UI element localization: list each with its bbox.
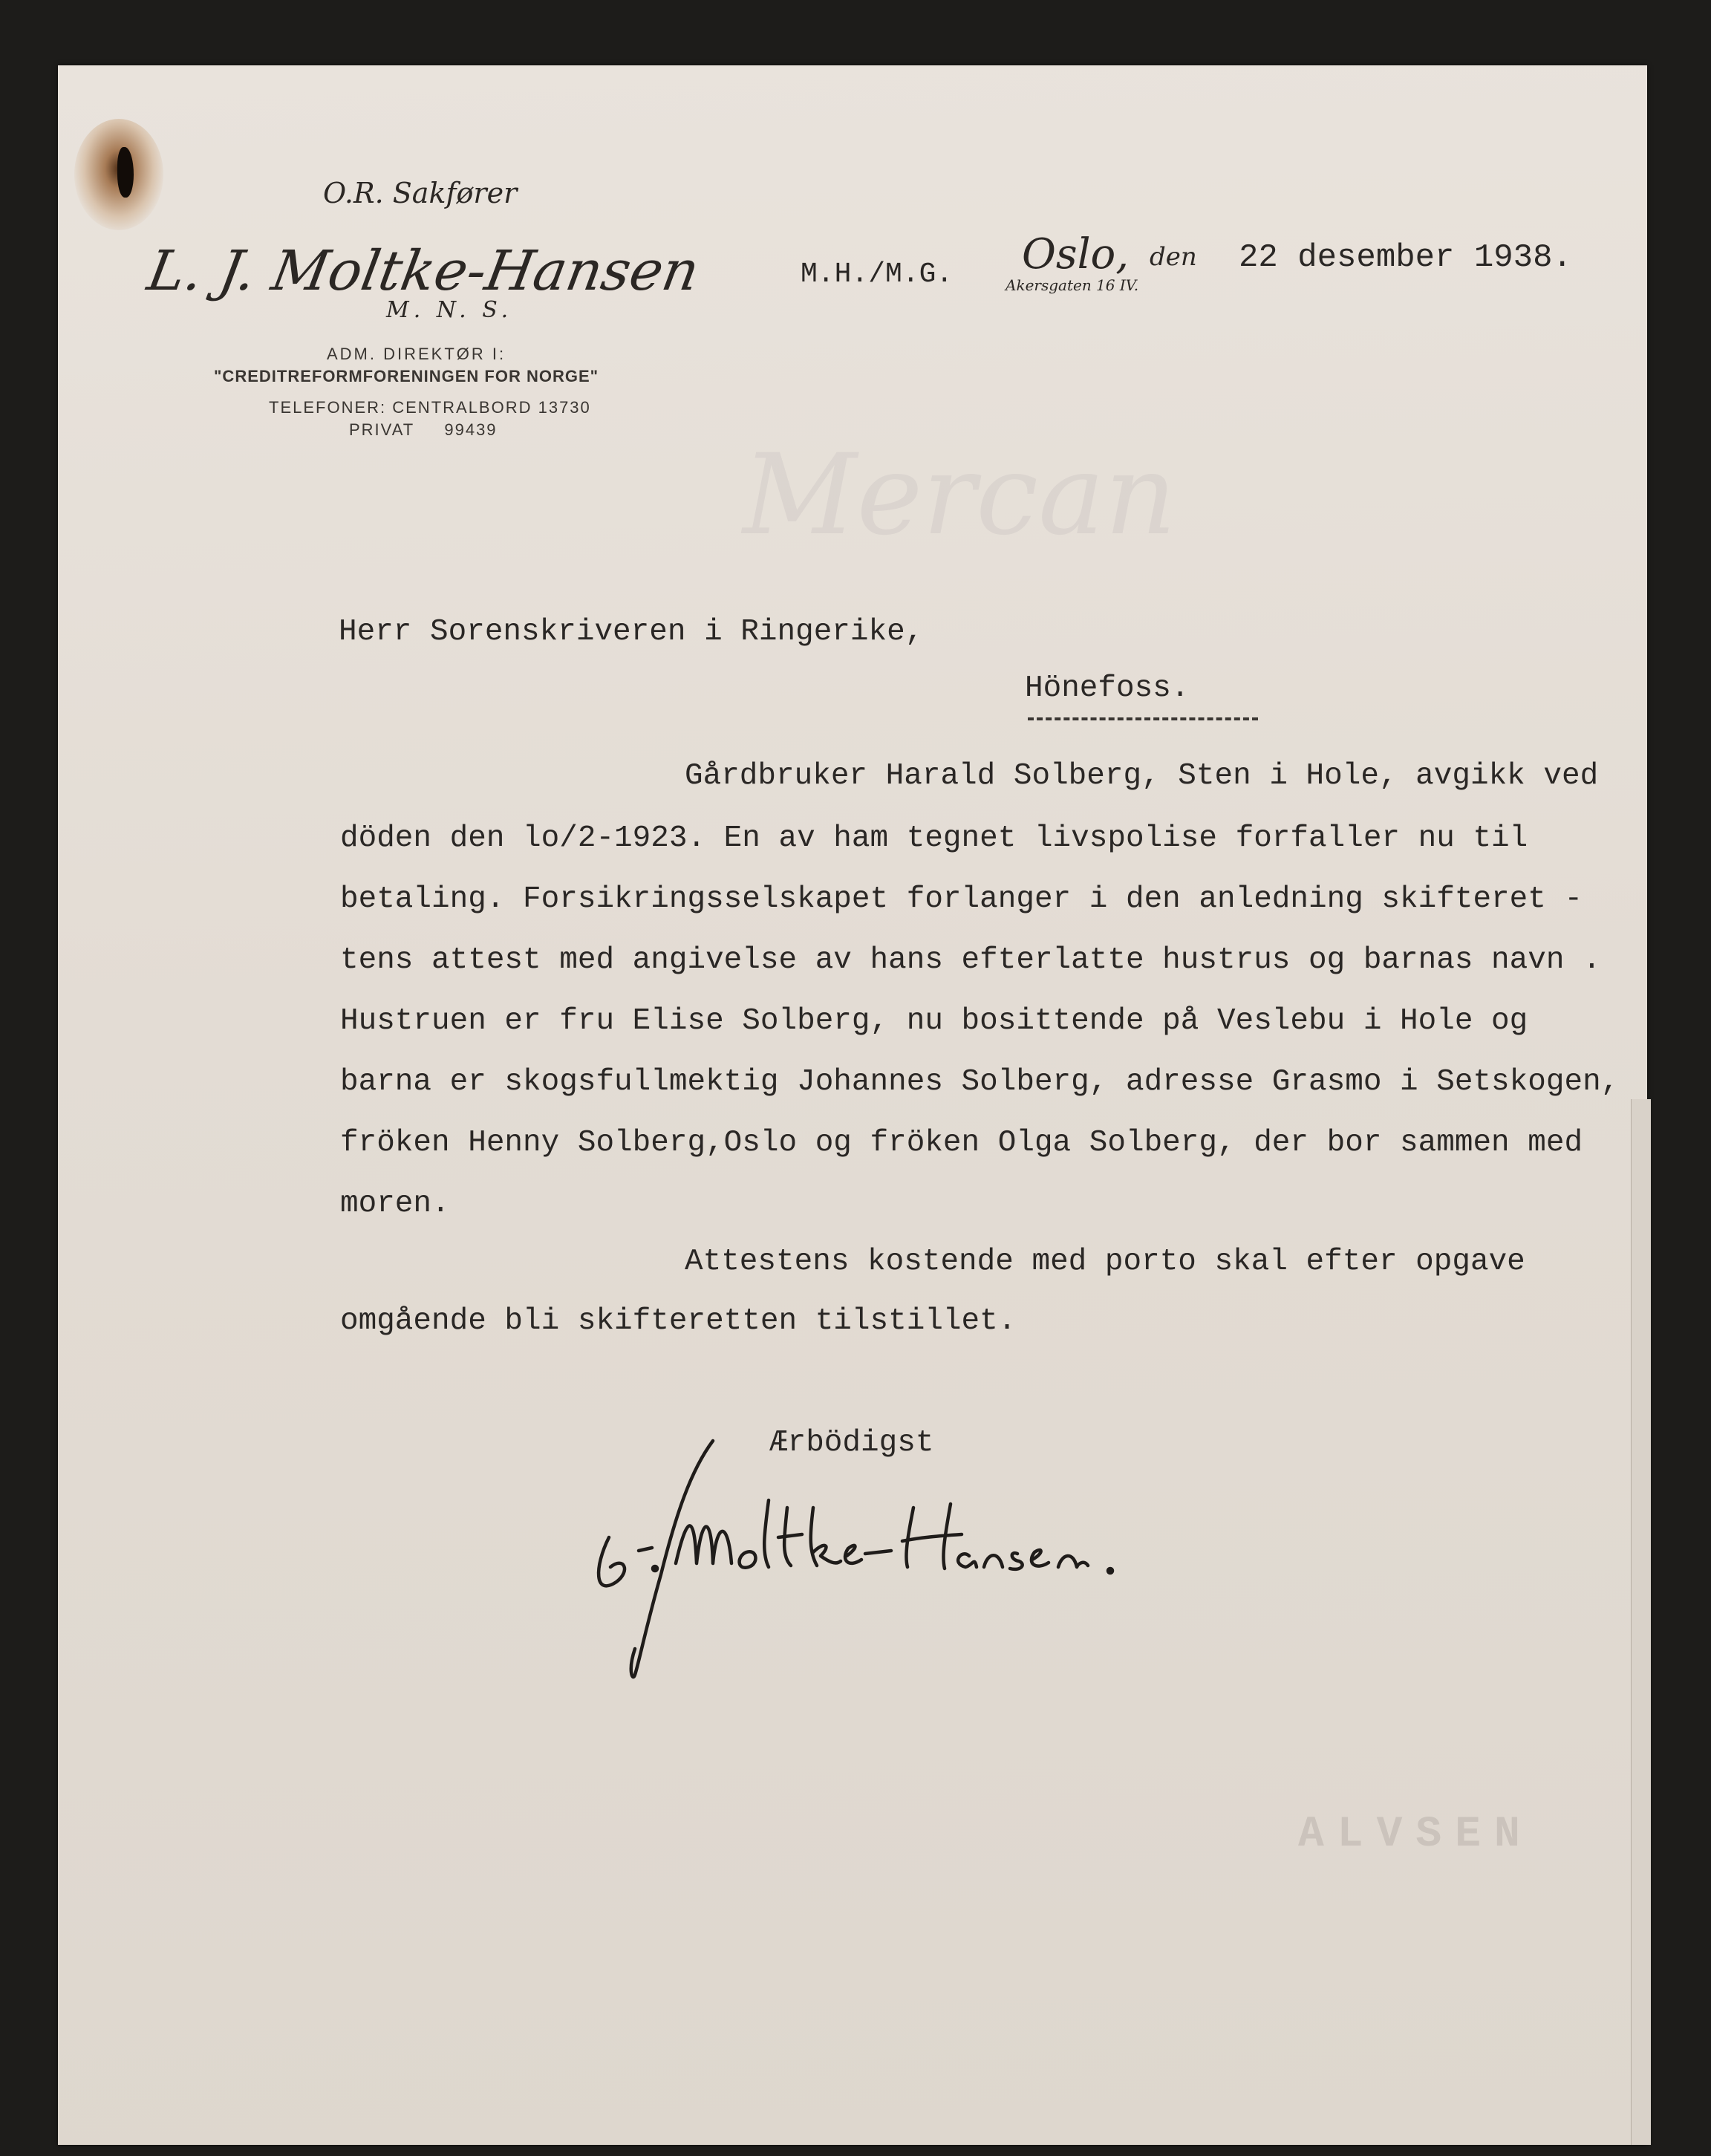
letterhead-name: L. J. Moltke-Hansen bbox=[143, 239, 704, 303]
recipient-line-1: Herr Sorenskriveren i Ringerike, bbox=[339, 615, 924, 649]
reference-code: M.H./M.G. bbox=[801, 258, 954, 290]
paper-fold-edge bbox=[1631, 1099, 1651, 2145]
body-line: tens attest med angivelse av hans efterlatte hustrus og barnas navn . bbox=[340, 943, 1601, 977]
body-line: betaling. Forsikringsselskapet forlanger i den anledning skifteret - bbox=[340, 882, 1583, 916]
closing: Ærbödigst bbox=[769, 1426, 934, 1460]
faint-stamp: ALVSEN bbox=[1298, 1811, 1534, 1859]
letter-date: 22 desember 1938. bbox=[1239, 239, 1572, 276]
body-line: barna er skogsfullmektig Johannes Solberg, adresse Grasmo i Setskogen, bbox=[340, 1065, 1620, 1099]
body-line: Gårdbruker Harald Solberg, Sten i Hole, avgikk ved bbox=[685, 759, 1599, 793]
letterhead-suffix: M. N. S. bbox=[386, 297, 513, 323]
letterhead-title: O.R. Sakfører bbox=[323, 177, 518, 209]
place-address: Akersgaten 16 IV. bbox=[1006, 276, 1139, 294]
body-line: moren. bbox=[340, 1187, 450, 1221]
watermark: Mercan bbox=[743, 431, 1177, 560]
handwritten-signature bbox=[564, 1426, 1292, 1693]
body-line: döden den lo/2-1923. En av ham tegnet livspolise forfaller nu til bbox=[340, 821, 1528, 856]
letterhead-role-1: ADM. DIREKTØR I: bbox=[327, 345, 506, 363]
body-line: Attestens kostende med porto skal efter opgave bbox=[685, 1245, 1525, 1279]
letterhead-role-2: "CREDITREFORMFORENINGEN FOR NORGE" bbox=[214, 367, 599, 385]
body-line: Hustruen er fru Elise Solberg, nu bosittende på Veslebu i Hole og bbox=[340, 1004, 1528, 1038]
place-city: Oslo, bbox=[1022, 230, 1130, 279]
letterhead-phone-2: PRIVAT 99439 bbox=[349, 420, 498, 439]
letterhead-phone-1: TELEFONER: CENTRALBORD 13730 bbox=[269, 398, 591, 417]
place-den: den bbox=[1150, 242, 1197, 272]
body-line: fröken Henny Solberg,Oslo og fröken Olga Solberg, der bor sammen med bbox=[340, 1126, 1583, 1160]
recipient-underline bbox=[1028, 717, 1258, 720]
body-line: omgående bli skifteretten tilstillet. bbox=[340, 1304, 1017, 1338]
recipient-line-2: Hönefoss. bbox=[1025, 671, 1190, 706]
